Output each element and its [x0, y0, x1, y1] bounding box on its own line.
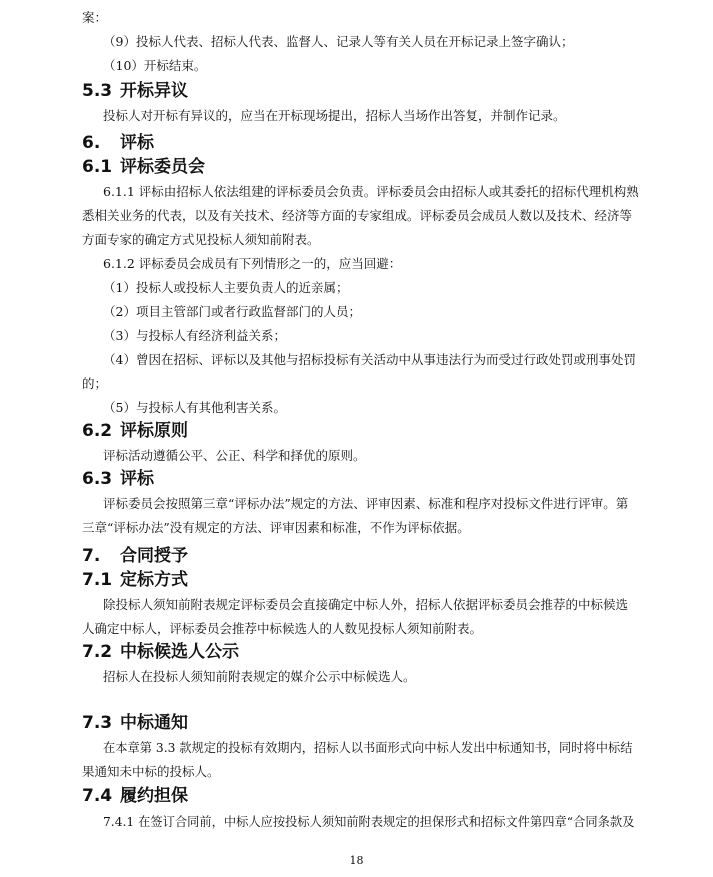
- paragraph: 评标活动遵循公平、公正、科学和择优的原则。: [103, 448, 366, 463]
- list-item: （3）与投标人有经济利益关系；: [103, 328, 286, 343]
- list-item: （9）投标人代表、招标人代表、监督人、记录人等有关人员在开标记录上签字确认；: [103, 34, 574, 49]
- section-heading-6: [82, 132, 154, 154]
- section-heading-7-3: [82, 712, 188, 734]
- paragraph-line: 悉相关业务的代表，以及有关技术、经济等方面的专家组成。评标委员会成员人数以及技术、经济等: [82, 208, 633, 223]
- section-title: 评标委员会: [120, 157, 205, 177]
- paragraph-line: 评标委员会按照第三章“评标办法”规定的方法、评审因素、标准和程序对投标文件进行评审。第: [103, 496, 629, 511]
- section-number: 7.: [82, 546, 101, 566]
- list-item: （1）投标人或投标人主要负责人的近亲属；: [103, 280, 349, 295]
- paragraph-line: 7.4.1 在签订合同前，中标人应按投标人须知前附表规定的担保形式和招标文件第四章“合同条款及: [103, 815, 635, 829]
- section-heading-7: [82, 545, 188, 567]
- paragraph: 投标人对开标有异议的，应当在开标现场提出，招标人当场作出答复，并制作记录。: [103, 108, 566, 123]
- paragraph: 招标人在投标人须知前附表规定的媒介公示中标候选人。: [103, 669, 416, 684]
- section-title: 定标方式: [120, 570, 188, 590]
- section-heading-7-1: [82, 569, 188, 591]
- paragraph-line: 6.1.1 评标由招标人依法组建的评标委员会负责。评标委员会由招标人或其委托的招标代理机构熟: [103, 184, 639, 199]
- section-heading-7-4: [82, 785, 188, 807]
- list-item: （4）曾因在招标、评标以及其他与招标投标有关活动中从事违法行为而受过行政处罚或刑事处罚: [103, 352, 636, 367]
- section-number: 7.1: [82, 570, 113, 590]
- paragraph-line: 除投标人须知前附表规定评标委员会直接确定中标人外，招标人依据评标委员会推荐的中标候选: [103, 597, 629, 612]
- section-title: 中标通知: [120, 713, 188, 733]
- section-number: 6.1: [82, 157, 113, 177]
- section-title: 中标候选人公示: [120, 642, 239, 662]
- section-heading-6-3: [82, 468, 154, 490]
- section-title: 合同授予: [120, 546, 188, 566]
- paragraph-line: 6.1.2 评标委员会成员有下列情形之一的，应当回避：: [103, 256, 402, 271]
- paragraph-line: 三章“评标办法”没有规定的方法、评审因素和标准，不作为评标依据。: [82, 520, 470, 535]
- list-item: 的；: [82, 376, 108, 391]
- paragraph-line: 人确定中标人，评标委员会推荐中标候选人的人数见投标人须知前附表。: [82, 621, 483, 636]
- list-item: （2）项目主管部门或者行政监督部门的人员；: [103, 304, 361, 319]
- section-number: 5.3: [82, 81, 113, 101]
- section-number: 6.: [82, 133, 101, 153]
- section-title: 履约担保: [120, 786, 188, 806]
- section-number: 6.2: [82, 421, 113, 441]
- page-number: 18: [349, 854, 364, 867]
- section-heading-7-2: [82, 641, 239, 663]
- text-line: 案：: [82, 10, 108, 25]
- section-heading-6-1: [82, 156, 205, 178]
- section-number: 7.3: [82, 713, 113, 733]
- paragraph-line: 方面专家的确定方式见投标人须知前附表。: [82, 232, 320, 247]
- section-title: 评标原则: [120, 421, 188, 441]
- section-heading-5-3: [82, 80, 188, 102]
- list-item: （5）与投标人有其他利害关系。: [103, 400, 286, 415]
- paragraph-line: 在本章第 3.3 款规定的投标有效期内，招标人以书面形式向中标人发出中标通知书，同时将中标结: [103, 741, 633, 755]
- section-number: 7.4: [82, 786, 113, 806]
- paragraph-line: 果通知未中标的投标人。: [82, 764, 220, 779]
- section-title: 评标: [120, 133, 154, 153]
- list-item: （10）开标结束。: [103, 58, 207, 73]
- section-heading-6-2: [82, 420, 188, 442]
- section-number: 7.2: [82, 642, 113, 662]
- section-number: 6.3: [82, 469, 113, 489]
- section-title: 评标: [120, 469, 154, 489]
- section-title: 开标异议: [120, 81, 188, 101]
